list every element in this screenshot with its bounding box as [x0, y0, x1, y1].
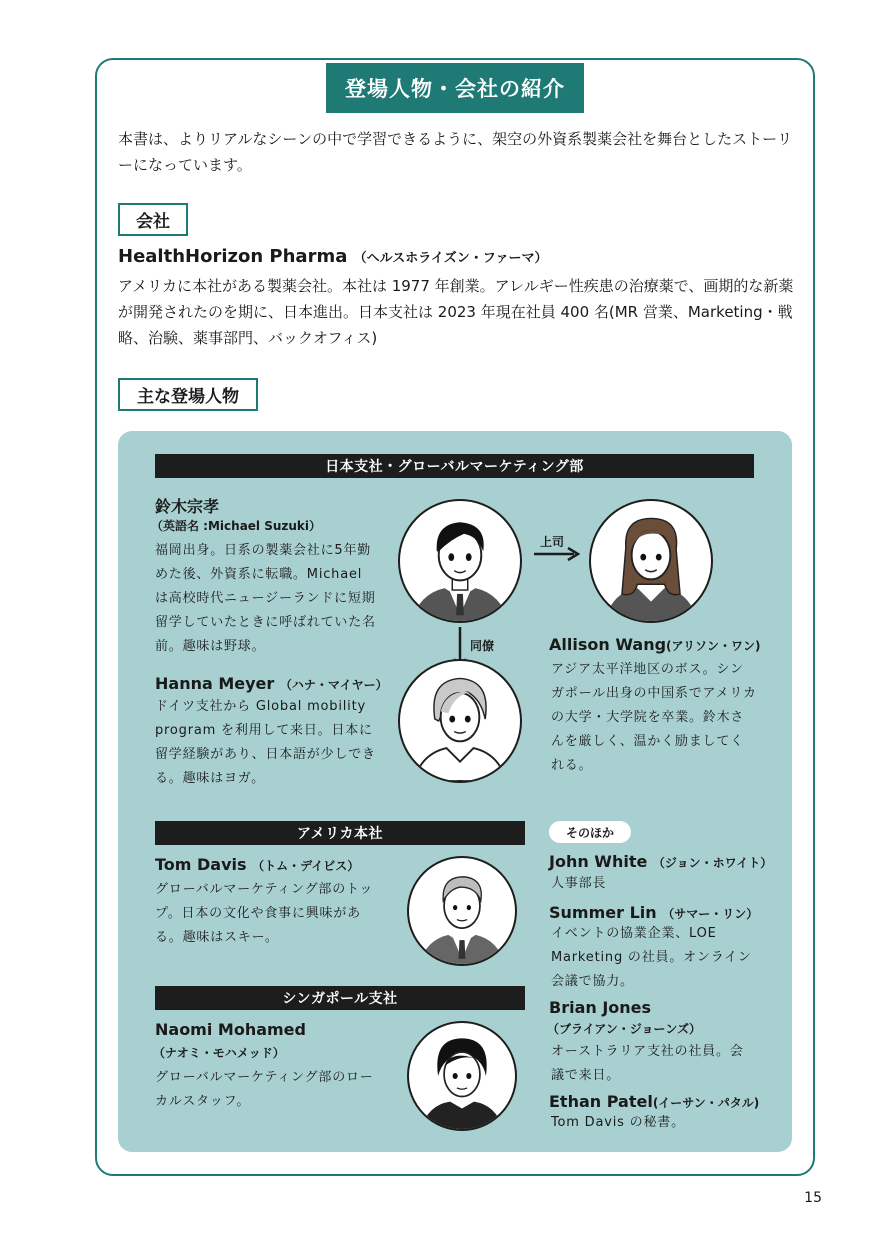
page-title: 登場人物・会社の紹介	[326, 63, 584, 113]
hanna-portrait-icon	[400, 661, 520, 781]
company-description: アメリカに本社がある製薬会社。本社は 1977 年創業。アレルギー性疾患の治療薬で、画期的な新薬が開発されたのを期に、日本進出。日本支社は 2023 年現在社員 400 名(MR 営業、Marketing・戦略、治験、薬事部門、バックオフィス)	[118, 277, 794, 347]
ethan-description: Tom Davis の秘書。	[551, 1115, 685, 1130]
naomi-reading: （ナオミ・モハメッド）	[153, 1046, 285, 1060]
allison-description: アジア太平洋地区のボス。シンガポール出身の中国系でアメリカの大学・大学院を卒業。鈴木さんを厳しく、温かく励ましてくれる。	[551, 662, 757, 773]
allison-name: Allison Wang	[549, 635, 667, 654]
tom-name: Tom Davis	[155, 855, 247, 874]
summer-name-line	[549, 903, 758, 922]
suzuki-name: 鈴木宗孝	[155, 497, 220, 516]
john-name: John White	[549, 852, 648, 871]
suzuki-avatar	[398, 499, 522, 623]
hanna-description: ドイツ支社から Global mobility program を利用して来日。日本に留学経験があり、日本語が少しできる。趣味はヨガ。	[155, 699, 376, 786]
naomi-name: Naomi Mohamed	[155, 1020, 306, 1039]
allison-name-line	[549, 635, 761, 654]
hanna-reading: （ハナ・マイヤー）	[279, 678, 388, 692]
allison-reading: (アリソン・ワン)	[666, 639, 761, 653]
tom-avatar	[407, 856, 517, 966]
ethan-reading: (イーサン・パタル)	[652, 1096, 760, 1110]
john-name-line	[549, 852, 772, 871]
brian-description: オーストラリア支社の社員。会議で来日。	[551, 1044, 744, 1083]
summer-name: Summer Lin	[549, 903, 657, 922]
page-number: 15	[804, 1190, 822, 1206]
japan-branch-bar: 日本支社・グローバルマーケティング部	[155, 454, 754, 478]
tom-reading: （トム・デイビス）	[252, 859, 360, 873]
brian-reading: （ブライアン・ジョーンズ）	[547, 1022, 701, 1036]
us-hq-bar: アメリカ本社	[155, 821, 525, 845]
boss-arrow-label: 上司	[540, 535, 565, 549]
suzuki-description: 福岡出身。日系の製薬会社に5年勤めた後、外資系に転職。Michael は高校時代ニュージーランドに短期留学していたときに呼ばれていた名前。趣味は野球。	[155, 543, 376, 654]
right-arrow-icon	[534, 546, 580, 562]
john-description: 人事部長	[551, 876, 607, 891]
intro-text: 本書は、よりリアルなシーンの中で学習できるように、架空の外資系製薬会社を舞台としたストーリーになっています。	[118, 130, 793, 174]
company-name-text: HealthHorizon Pharma	[118, 246, 348, 267]
hanna-avatar	[398, 659, 522, 783]
summer-description: イベントの協業企業、LOE Marketing の社員。オンライン会議で協力。	[551, 926, 752, 989]
hanna-name-line	[155, 674, 388, 693]
naomi-portrait-icon	[409, 1023, 515, 1129]
colleague-arrow-label: 同僚	[470, 639, 495, 653]
suzuki-english-name: （英語名 :Michael Suzuki）	[151, 519, 322, 533]
naomi-description: グローバルマーケティング部のローカルスタッフ。	[155, 1070, 374, 1109]
ethan-name: Ethan Patel	[549, 1092, 653, 1111]
summer-reading: （サマー・リン）	[662, 907, 759, 921]
others-label: そのほか	[549, 821, 631, 843]
ethan-name-line	[549, 1092, 759, 1111]
singapore-branch-bar: シンガポール支社	[155, 986, 525, 1010]
tom-description: グローバルマーケティング部のトップ。日本の文化や食事に興味がある。趣味はスキー。	[155, 882, 374, 945]
allison-portrait-icon	[591, 501, 711, 621]
company-name	[118, 246, 547, 267]
company-section-label: 会社	[118, 203, 188, 236]
allison-avatar	[589, 499, 713, 623]
john-reading: （ジョン・ホワイト）	[652, 856, 773, 870]
characters-section-label: 主な登場人物	[118, 378, 258, 411]
tom-name-line	[155, 855, 359, 874]
tom-portrait-icon	[409, 858, 515, 964]
brian-name: Brian Jones	[549, 998, 652, 1017]
suzuki-portrait-icon	[400, 501, 520, 621]
hanna-name: Hanna Meyer	[155, 674, 275, 693]
naomi-avatar	[407, 1021, 517, 1131]
company-reading: （ヘルスホライズン・ファーマ）	[353, 251, 548, 266]
